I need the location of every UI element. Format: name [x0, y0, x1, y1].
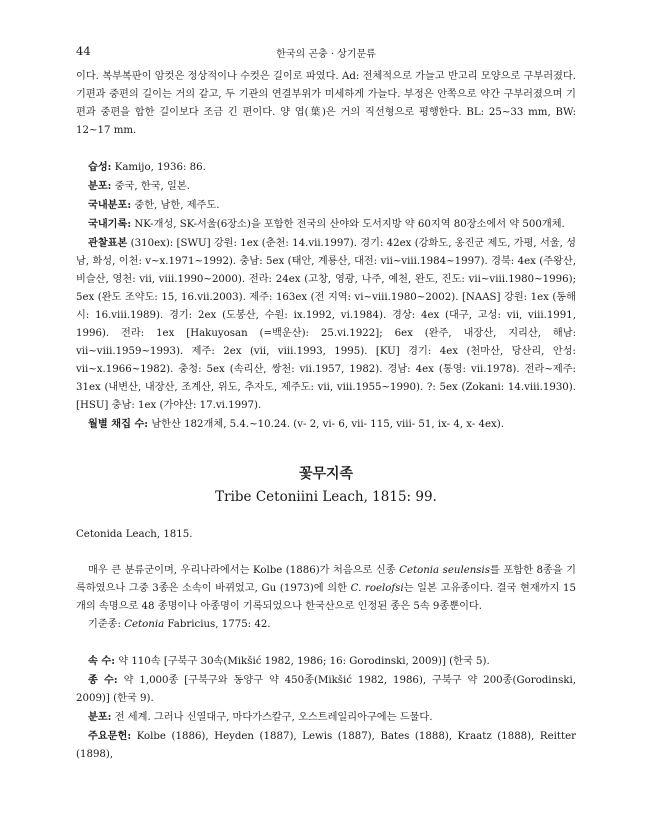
- species-count-text: 약 1,000종 [구북구와 동양구 약 450종(Mikšić 1982, 1986), 구북구 약 200종(Gorodinski, 2009)] (한국 9).: [76, 675, 576, 704]
- domestic-distribution-text: 중한, 남한, 제주도.: [134, 200, 220, 211]
- tribe-korean-name: 꽃무지족: [298, 466, 354, 482]
- spacer: [76, 434, 576, 452]
- domestic-records-label: 국내기록:: [88, 218, 132, 230]
- description-species-name-2: C. roelofsi: [350, 583, 404, 594]
- distribution-text: 중국, 한국, 일본.: [114, 181, 190, 192]
- type-genus-line: [76, 616, 576, 634]
- monthly-entry: [76, 415, 576, 434]
- synonym-line: Cetonida Leach, 1815.: [76, 529, 193, 540]
- type-genus-label: 기준종:: [88, 619, 121, 630]
- description-paragraph: [76, 562, 576, 616]
- habit-text: Kamijo, 1936: 86.: [114, 162, 206, 173]
- genera-count-label: 속 수:: [88, 655, 115, 667]
- description-part3: 는 일본 고유종이다. 결국 현재까지 15개의 속명으로 48 종명이나 아종명이 기록되었으나 한국산으로 인정된 종은 5속 9종뿐이다.: [76, 583, 576, 612]
- references-text: Kolbe (1886), Heyden (1887), Lewis (1887), Bates (1888), Kraatz (1888), Reitter (1898),: [76, 731, 576, 760]
- description-part1: 매우 큰 분류군이며, 우리나라에서는 Kolbe (1886)가 처음으로 신종: [88, 565, 400, 576]
- spacer: [76, 140, 576, 158]
- running-title: 한국의 곤충 · 상기문류: [276, 49, 376, 60]
- monthly-label: 월별 채집 수:: [88, 418, 149, 430]
- description-part2: 를 포함한 8종을 기록하였으나 그중 3종은 소속이 바뀌었고, Gu (1973)에 의한: [76, 565, 576, 594]
- tribe-latin-name: Tribe Cetoniini Leach, 1815: 99.: [215, 489, 437, 505]
- type-genus-name: Cetonia: [124, 619, 165, 630]
- tribe-heading: [76, 462, 576, 508]
- monthly-text: 남한산 182개체, 5.4.~10.24. (v- 2, vi- 6, vii- 115, viii- 51, ix- 4, x- 4ex).: [151, 419, 505, 430]
- distribution-label: 분포:: [88, 180, 112, 192]
- specimens-label: 관찰표본: [88, 237, 128, 249]
- references-label: 주요문헌:: [88, 730, 132, 742]
- habit-entry: [76, 158, 576, 177]
- domestic-records-entry: [76, 215, 576, 234]
- specimens-text: (310ex): [SWU] 강원: 1ex (춘천: 14.vii.1997). 경기: 42ex (강화도, 옹진군 제도, 가평, 서울, 성남, 화성, 이천: v~x.1971~1992). 충남: 5ex (태안, 계룡산, 대전: vii~viii.1984~1997). 경북: 4ex (주왕산, 비슬산, 영천: vii, viii.1990~2000). 전라: 24ex (고창, 영광, 나주, 예천, 완도, 진도: vii~viii.1980~1996); 5ex (완도 조약도: 15, 16.vii.2003). 제주: 163ex (전 지역: vi~viii.1980~2002). [NAAS] 강원: 1ex (동해시: 16.viii.1989). 경기: 2ex (도봉산, 수원: ix.1992, vi.1984). 경상: 4ex (대구, 고성: vii, viii.1991, 1996). 전라: 1ex [Hakuyosan (=백운산): 25.vi.1922]; 6ex (완주, 내장산, 지리산, 해남: vii~viii.1959~1993). 제주: 2ex (vii, viii.1993, 1995). [KU] 경기: 4ex (천마산, 당산리, 안성: vii~x.1966~1982). 충청: 5ex (속리산, 쌍천: vii.1957, 1982). 경남: 4ex (통영: vii.1978). 전라~제주: 31ex (내변산, 내장산, 조계산, 위도, 추자도, 제주도: vii, viii.1955~1990). ?: 5ex (Zokani: 14.viii.1930). [HSU] 충남: 1ex (가야산: 17.vi.1997).: [76, 238, 576, 411]
- spacer: [76, 544, 576, 562]
- page-body: [76, 68, 576, 764]
- page-number: 44: [76, 44, 91, 58]
- species-count-label: 종 수:: [88, 674, 118, 686]
- domestic-distribution-label: 국내분포:: [88, 199, 132, 211]
- genera-count-entry: [76, 652, 576, 671]
- habit-label: 습성:: [88, 161, 112, 173]
- tribe-distribution-text: 전 세계. 그러나 신열대구, 마다가스칼구, 오스트레일리아구에는 드물다.: [114, 712, 433, 723]
- distribution-entry: [76, 177, 576, 196]
- tribe-distribution-entry: [76, 708, 576, 727]
- species-count-entry: [76, 671, 576, 708]
- genera-count-text: 약 110속 [구북구 30속(Mikšić 1982, 1986; 16: Gorodinski, 2009)] (한국 5).: [118, 656, 490, 667]
- spacer: [76, 508, 576, 526]
- specimens-entry: [76, 234, 576, 415]
- page-header: [76, 44, 576, 60]
- domestic-distribution-entry: [76, 196, 576, 215]
- spacer: [76, 634, 576, 652]
- type-genus-text: Fabricius, 1775: 42.: [167, 619, 271, 630]
- references-entry: [76, 727, 576, 764]
- domestic-records-text: NK-개성, SK-서울(6장소)을 포함한 전국의 산야와 도서지방 약 60지역 80장소에서 약 500개체.: [134, 219, 565, 230]
- tribe-distribution-label: 분포:: [88, 711, 112, 723]
- description-species-name: Cetonia seulensis: [399, 565, 491, 576]
- intro-paragraph: 이다. 복부복판이 암컷은 정상적이나 수컷은 길이로 파였다. Ad: 전체적으로 가늘고 반고리 모양으로 구부러졌다. 기편과 중편의 길이는 거의 같고, 두 기관의 연결부위가 미세하게 가늘다. 부정은 안쪽으로 약간 구부러졌으며 기편과 중편을 합한 길이보다 조금 긴 편이다. 양 엽(葉)은 거의 직선형으로 평행한다. BL: 25~33 mm, BW: 12~17 mm.: [76, 71, 576, 136]
